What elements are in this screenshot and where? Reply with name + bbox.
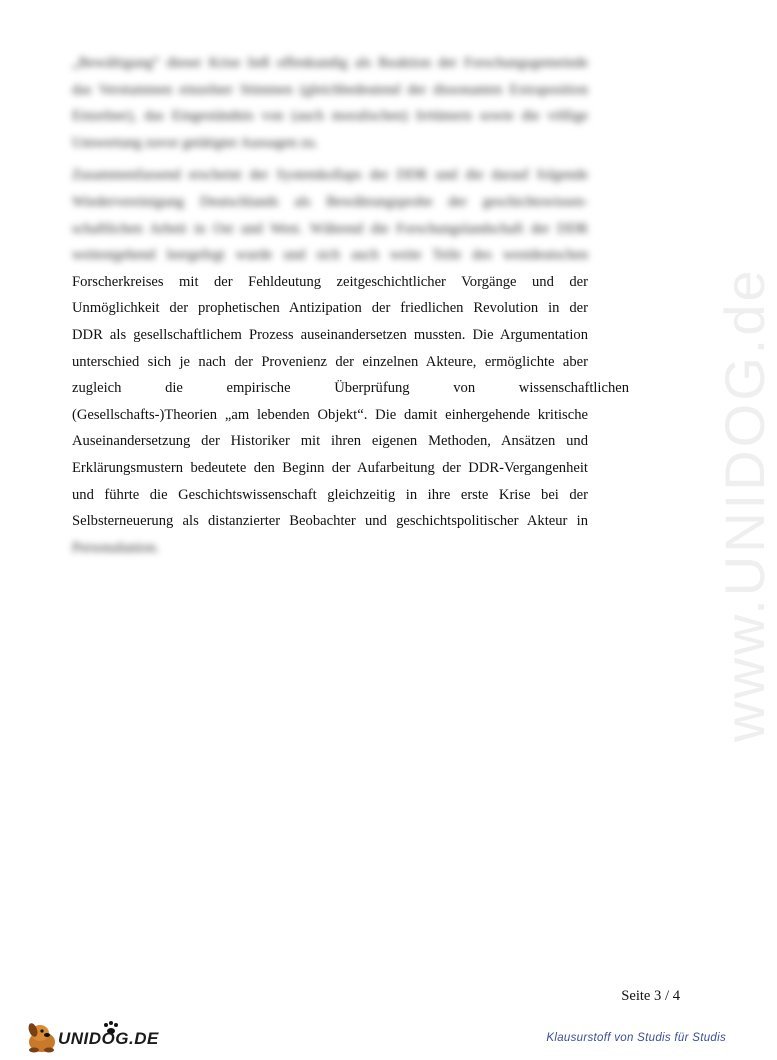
text-line: und führte die Geschichtswissenschaft gleichzeitig in ihre erste Krise bei der xyxy=(72,486,588,503)
text-line: Unmöglichkeit der prophetischen Antizipation der friedlichen Revolution in der xyxy=(72,300,588,317)
document-body xyxy=(72,50,630,567)
text-line-blurred: schaftlichen Arbeit in Ost und West. Während die Forschungslandschaft der DDR xyxy=(72,220,588,237)
text-line-blurred: Personalunion. xyxy=(72,539,160,556)
text-line-blurred: weitestgehend leergefegt wurde und sich auch weite Teile des westdeutschen xyxy=(72,247,588,264)
text-line: das Verstummen einzelner Stimmen (gleichbedeutend der dissonanten Extraposition xyxy=(72,81,588,98)
text-line: zugleich die empirische Überprüfung von wissenschaftlichen xyxy=(72,380,630,397)
page-number: Seite 3 / 4 xyxy=(621,988,680,1004)
text-line: DDR als gesellschaftlichem Prozess auseinandersetzen mussten. Die Argumentation xyxy=(72,326,588,343)
logo-wordmark: UNIDOG.DE xyxy=(58,1029,159,1048)
footer-tagline: Klausurstoff von Studis für Studis xyxy=(546,1032,726,1044)
text-line: (Gesellschafts-)Theorien „am lebenden Objekt“. Die damit einhergehende kritische xyxy=(72,406,588,423)
blurred-intro-paragraph xyxy=(72,50,588,156)
text-line: Umwertung zuvor getätigter Aussagen zu. xyxy=(72,134,318,151)
watermark-text: www.UNIDOG.de xyxy=(713,267,776,742)
text-line: Erklärungsmustern bedeutete den Beginn der Aufarbeitung der DDR-Vergangenheit xyxy=(72,459,588,476)
unidog-logo[interactable] xyxy=(22,1020,182,1054)
text-line: Selbsterneuerung als distanzierter Beobachter und geschichtspolitischer Akteur in xyxy=(72,513,588,530)
summary-paragraph xyxy=(72,162,630,561)
text-line: „Bewältigung“ dieser Krise ließ offenkundig als Reaktion der Forschungsgemeinde xyxy=(72,55,588,71)
text-line-blurred: Zusammenfassend erscheint der Systemkollaps der DDR und die darauf folgende xyxy=(72,167,588,184)
text-line: Einzelner), das Eingeständnis von (auch moralischen) Irrtümern sowie die völlige xyxy=(72,108,588,125)
text-line: Auseinandersetzung der Historiker mit ihren eigenen Methoden, Ansätzen und xyxy=(72,433,588,450)
dog-mascot-icon xyxy=(22,1020,62,1054)
text-line: Forscherkreises mit der Fehldeutung zeitgeschichtlicher Vorgänge und der xyxy=(72,273,588,290)
text-line: unterschied sich je nach der Provenienz der einzelnen Akteure, ermöglichte aber xyxy=(72,353,588,370)
text-line-blurred: Wiedervereinigung Deutschlands als Bewährungsprobe der geschichtswissen- xyxy=(72,193,588,210)
